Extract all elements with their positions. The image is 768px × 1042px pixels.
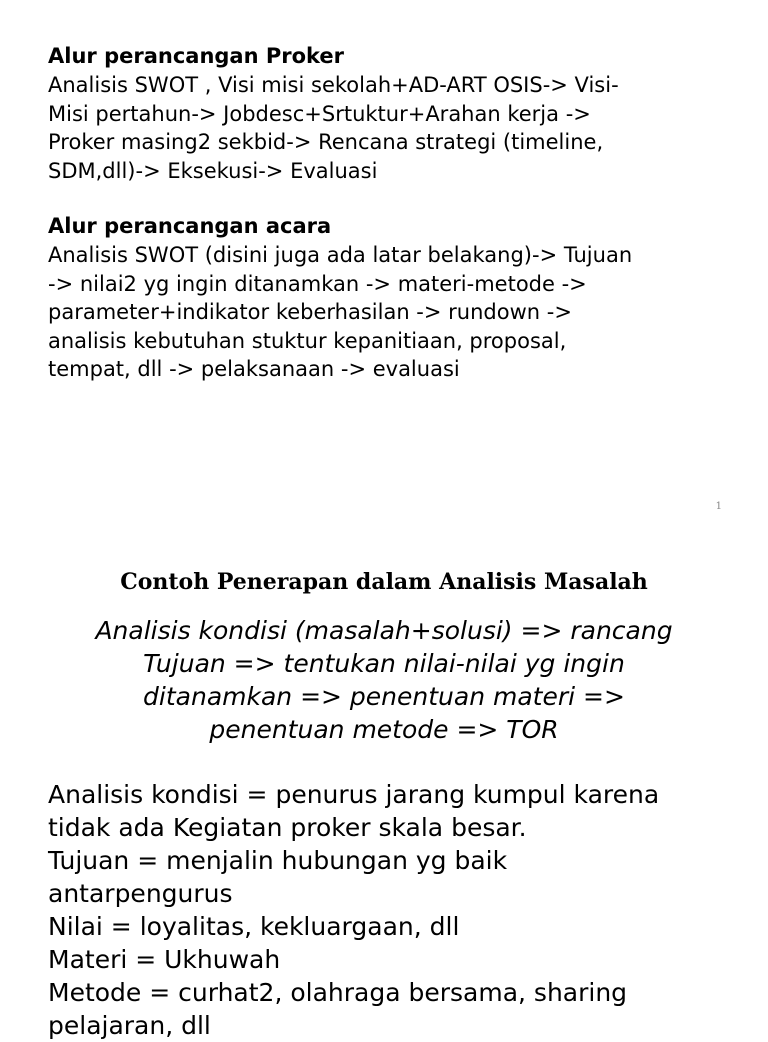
text-line: tempat, dll -> pelaksanaan -> evaluasi: [48, 357, 460, 381]
detail-line: Materi = Ukhuwah: [48, 945, 281, 974]
flow-line: Tujuan => tentukan nilai-nilai yg ingin: [143, 649, 625, 678]
detail-line: Tujuan = menjalin hubungan yg baik: [48, 846, 508, 875]
detail-line: pelajaran, dll: [48, 1011, 211, 1040]
example-details: [48, 778, 738, 1042]
text-line: parameter+indikator keberhasilan -> rundown ->: [48, 300, 572, 324]
flow-line: ditanamkan => penentuan materi =>: [143, 682, 625, 711]
section-heading-proker: Alur perancangan Proker: [48, 44, 345, 68]
section-body-proker: [48, 71, 728, 185]
text-line: SDM,dll)-> Eksekusi-> Evaluasi: [48, 158, 378, 183]
detail-line: Metode = curhat2, olahraga bersama, sharing: [48, 978, 628, 1007]
page-number: 1: [715, 501, 722, 512]
text-line: Analisis SWOT (disini juga ada latar belakang)-> Tujuan: [48, 243, 633, 267]
slide-title: Contoh Penerapan dalam Analisis Masalah: [120, 569, 648, 595]
detail-line: Nilai = loyalitas, kekluargaan, dll: [48, 912, 460, 941]
document-page-2: [0, 530, 768, 1040]
text-line: Misi pertahun-> Jobdesc+Srtuktur+Arahan kerja ->: [48, 101, 591, 126]
section-body-acara: [48, 241, 728, 384]
detail-line: Analisis kondisi = penurus jarang kumpul karena: [48, 780, 660, 809]
section-heading-acara: Alur perancangan acara: [48, 214, 332, 238]
text-line: -> nilai2 yg ingin ditanamkan -> materi-metode ->: [48, 271, 587, 296]
detail-line: tidak ada Kegiatan proker skala besar.: [48, 813, 527, 842]
detail-line: antarpengurus: [48, 879, 233, 908]
text-line: Analisis SWOT , Visi misi sekolah+AD-ART OSIS-> Visi-: [48, 73, 619, 97]
flow-summary: [0, 614, 768, 746]
flow-line: Analisis kondisi (masalah+solusi) => rancang: [95, 616, 673, 645]
flow-line: penentuan metode => TOR: [209, 715, 559, 744]
text-line: analisis kebutuhan stuktur kepanitiaan, proposal,: [48, 328, 567, 353]
text-line: Proker masing2 sekbid-> Rencana strategi (timeline,: [48, 130, 604, 154]
